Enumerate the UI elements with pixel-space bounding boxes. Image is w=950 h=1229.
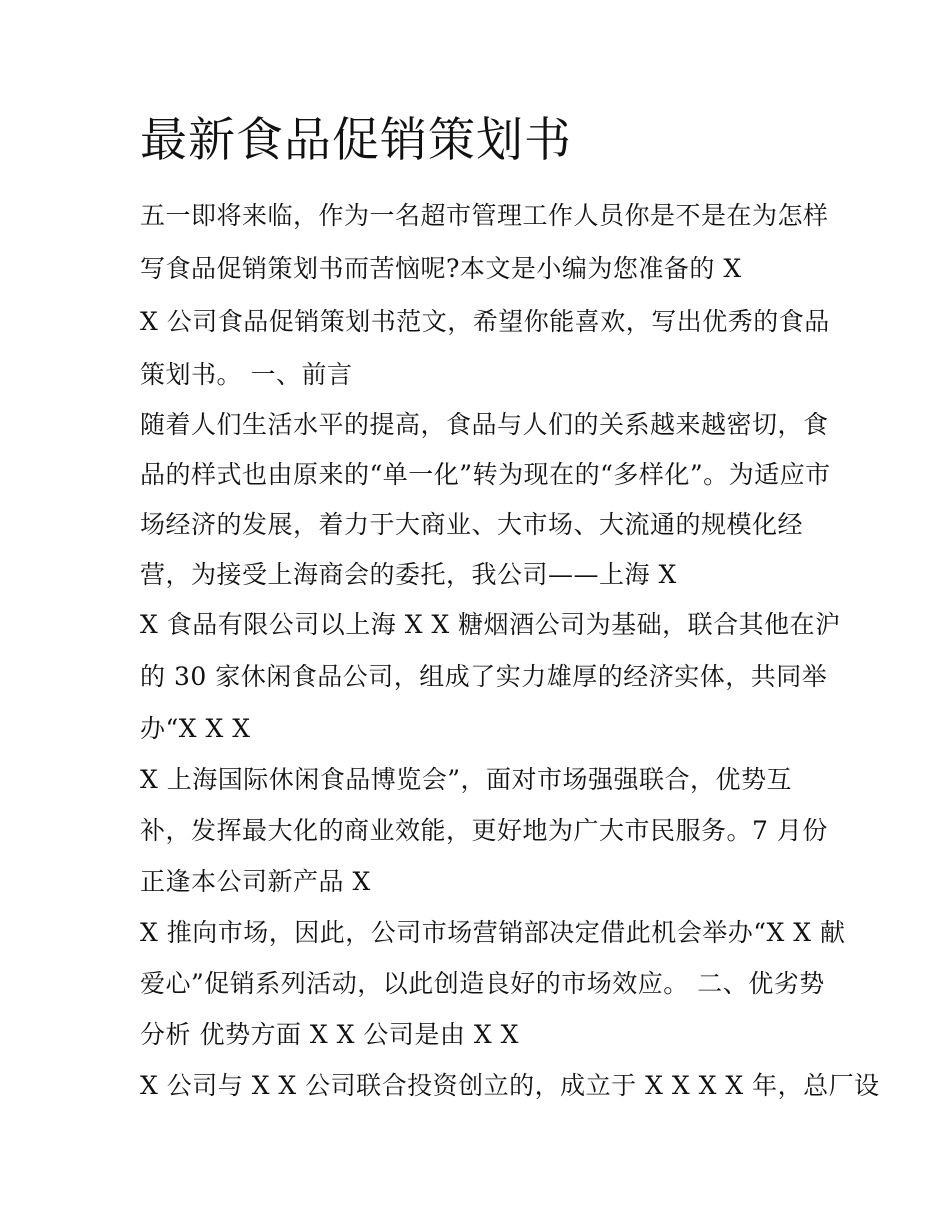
body-line: 五一即将来临，作为一名超市管理工作人员你是不是在为怎样 xyxy=(140,201,829,230)
body-line: 办“X X X xyxy=(140,714,251,743)
body-line: 写食品促销策划书而苦恼呢?本文是小编为您准备的 X xyxy=(140,254,742,283)
body-line: 爱心”促销系列活动，以此创造良好的市场效应。 二、优劣势 xyxy=(140,969,825,998)
body-line: 分析 优势方面 X X 公司是由 X X xyxy=(140,1020,519,1049)
body-line: X 食品有限公司以上海 X X 糖烟酒公司为基础，联合其他在沪 xyxy=(140,610,841,639)
body-line: 补，发挥最大化的商业效能，更好地为广大市民服务。7 月份 xyxy=(140,816,828,845)
body-line: 随着人们生活水平的提高，食品与人们的关系越来越密切，食 xyxy=(140,410,829,439)
body-line: 策划书。 一、前言 xyxy=(140,360,353,389)
body-line: 品的样式也由原来的“单一化”转为现在的“多样化”。为适应市 xyxy=(140,460,831,489)
body-line: X 推向市场，因此，公司市场营销部决定借此机会举办“X X 献 xyxy=(140,918,846,947)
body-line: X 公司食品促销策划书范文，希望你能喜欢，写出优秀的食品 xyxy=(140,307,830,336)
body-line: X 上海国际休闲食品博览会”，面对市场强强联合，优势互 xyxy=(140,765,793,794)
body-line: 营，为接受上海商会的委托，我公司——上海 X xyxy=(140,560,677,589)
body-line: X 公司与 X X 公司联合投资创立的，成立于 X X X X 年，总厂设 xyxy=(140,1071,880,1100)
body-line: 正逢本公司新产品 X xyxy=(140,867,371,896)
body-line: 场经济的发展，着力于大商业、大市场、大流通的规模化经 xyxy=(140,510,804,539)
document-title: 最新食品促销策划书 xyxy=(140,113,572,168)
body-line: 的 30 家休闲食品公司，组成了实力雄厚的经济实体，共同举 xyxy=(140,662,828,691)
